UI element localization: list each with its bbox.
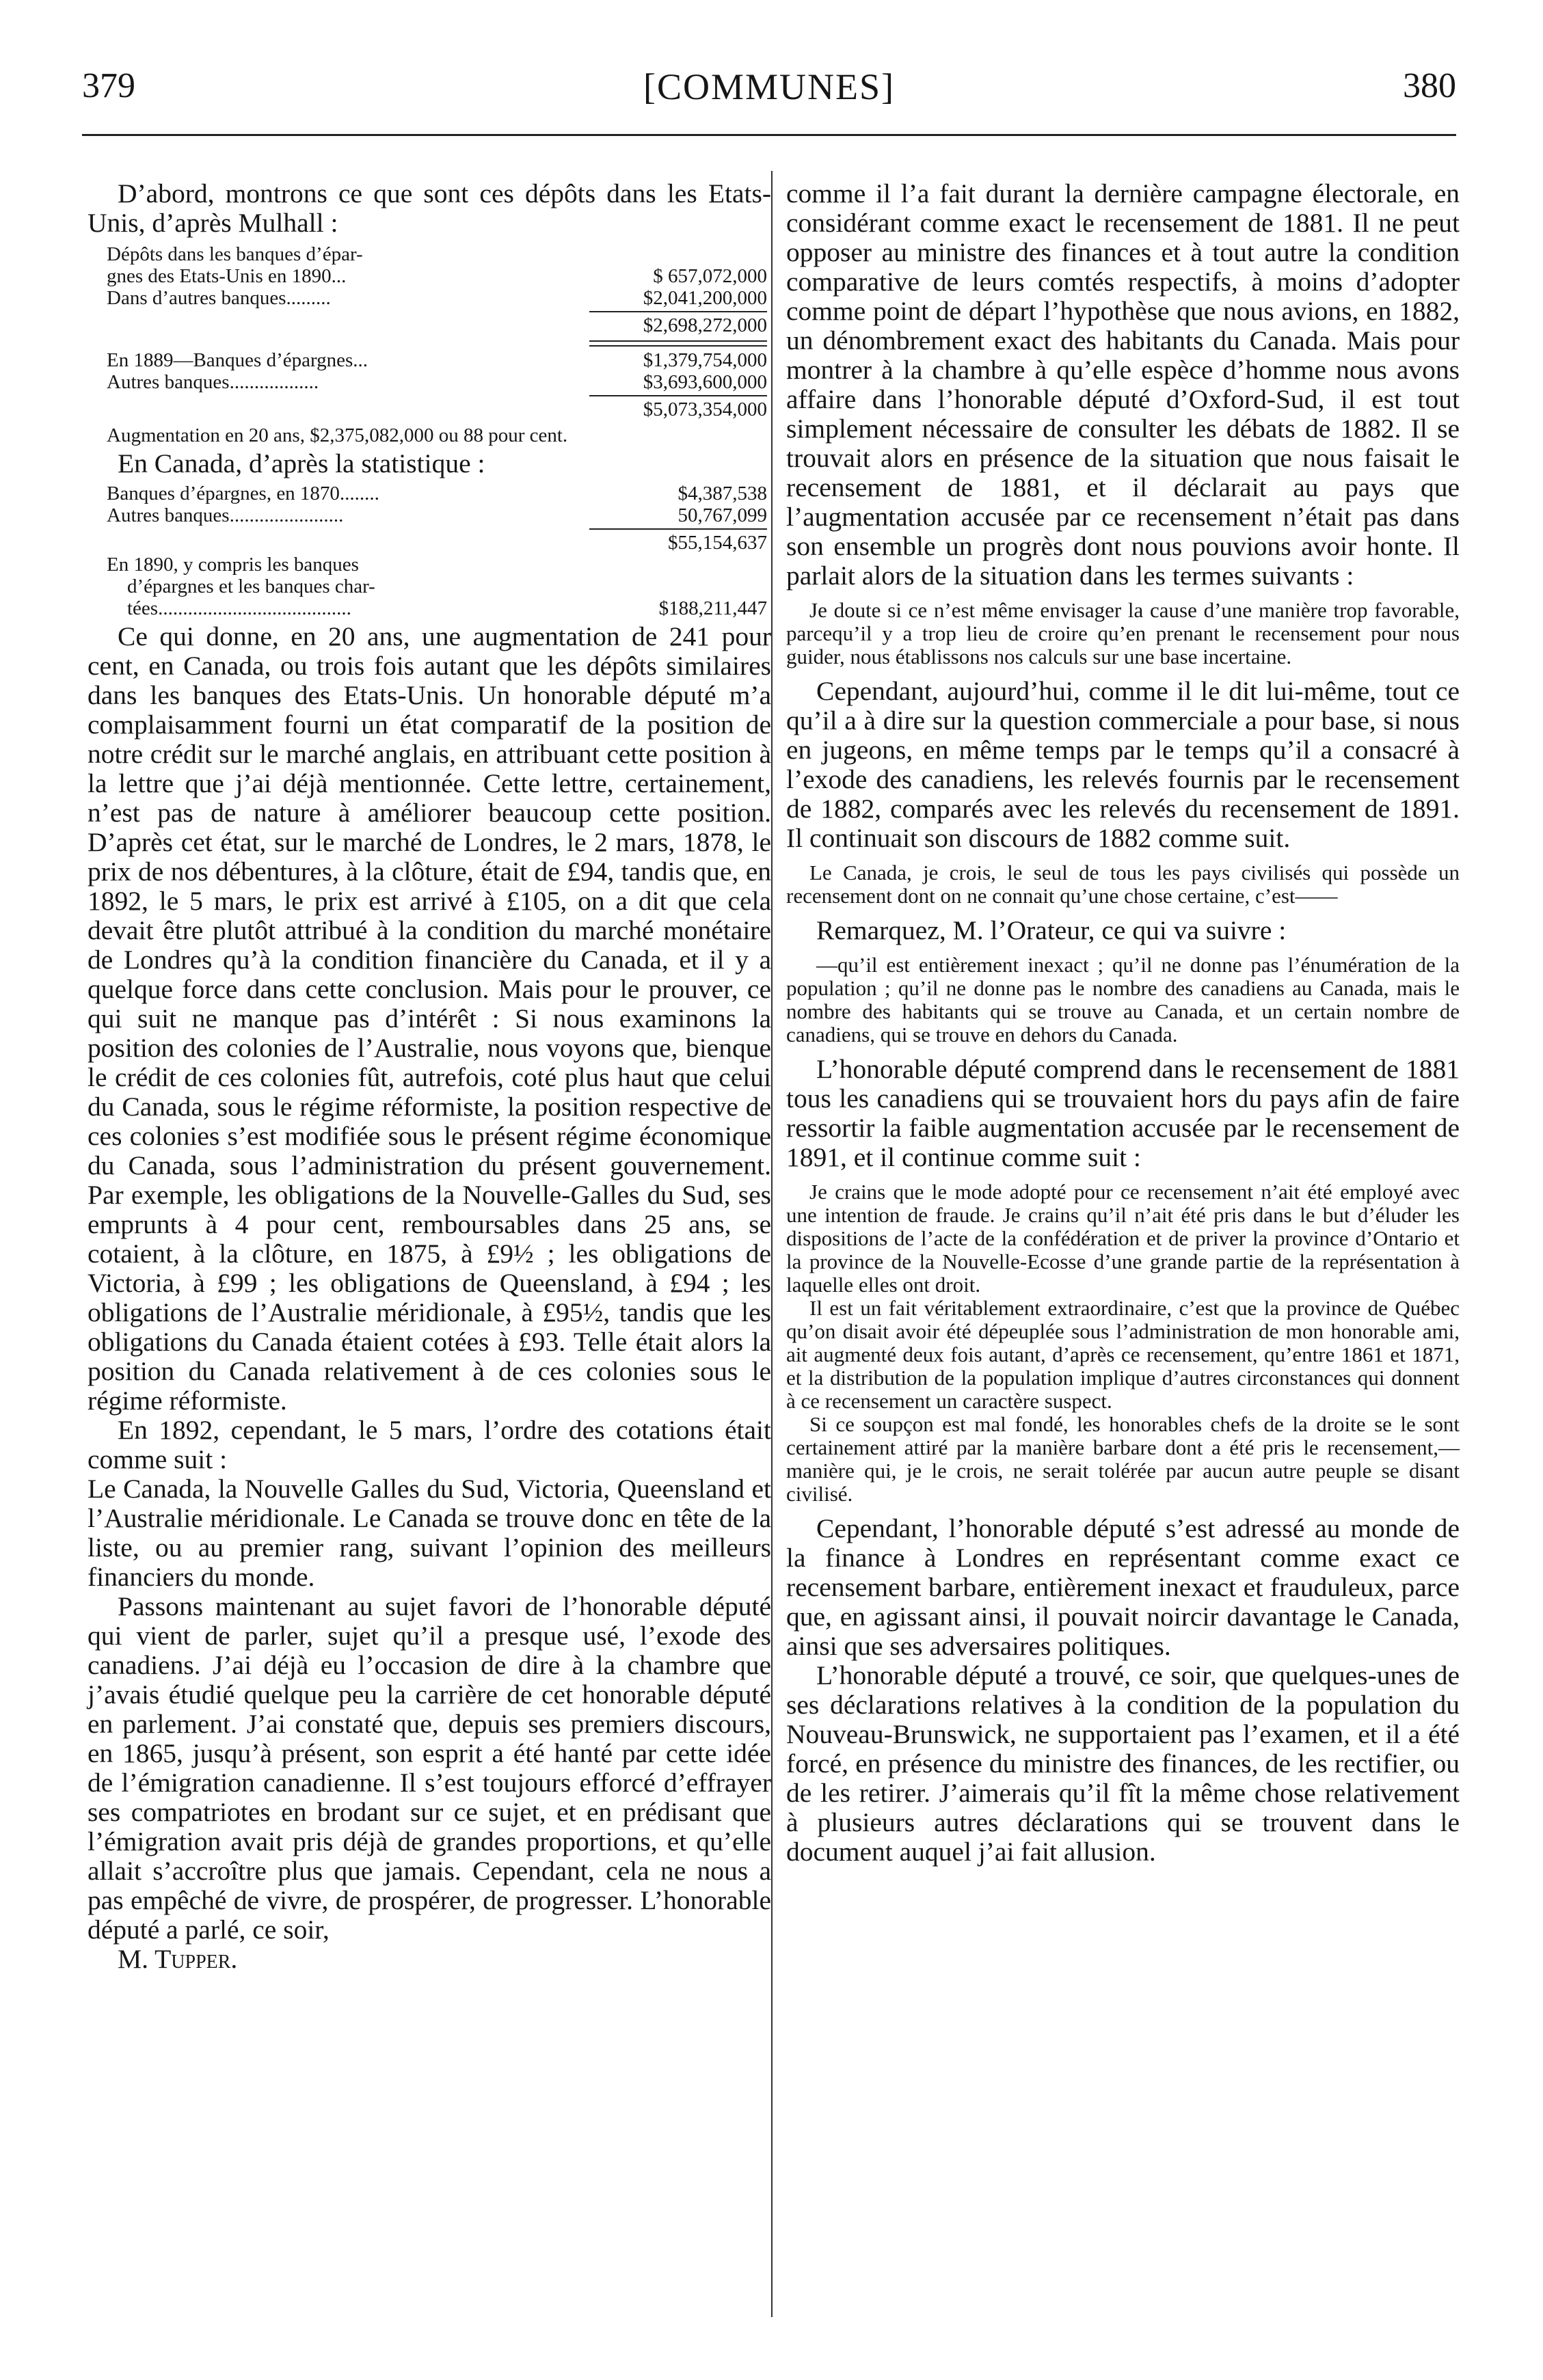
table-total: $55,154,637 [668,532,767,554]
paragraph: Le Canada, la Nouvelle Galles du Sud, Victoria, Queensland et l’Australie méridionale. Le Canada se trouve donc en tête de la liste, ou au premier rang, suivant l’opinion des meilleurs financiers du monde. [88,1474,771,1592]
column-divider [771,171,773,2317]
paragraph: Cependant, aujourd’hui, comme il le dit lui-même, tout ce qu’il a à dire sur la question commerciale a pour base, si nous en jugeons, en même temps par le temps qu’il a consacré à l’exode des canadiens, les relevés fournis par le recensement de 1882, comparés avec les relevés du recensement de 1891. Il continuait son discours de 1882 comme suit. [786,676,1460,853]
sum-rule [589,395,767,396]
table-value: $3,693,600,000 [643,371,767,393]
table-total-row [88,398,771,420]
table-total: $5,073,354,000 [643,398,767,420]
table-row [88,243,771,265]
quote-text: Si ce soupçon est mal fondé, les honorables chefs de la droite se le sont certainement attiré par la manière barbare dont a été pris le recensement,—manière qui, je le crois, ne serait tolérée par aucun autre peuple se disant civilisé. [786,1412,1460,1506]
page-header [82,66,1456,107]
quote-text: —qu’il est entièrement inexact ; qu’il ne donne pas l’énumération de la population ; qu’il ne donne pas le nombre des canadiens au Canada, mais le nombre des habitants qui se trouve au Canada, et un certain nombre de canadiens, qui se trouve en dehors du Canada. [786,953,1460,1046]
paragraph: L’honorable député comprend dans le recensement de 1881 tous les canadiens qui se trouvaient hors du pays afin de faire ressortir la faible augmentation accusée par le recensement de 1891, et il continue comme suit : [786,1054,1460,1172]
table-row [88,483,771,504]
quotation [786,861,1460,908]
paragraph: En 1892, cependant, le 5 mars, l’ordre des cotations était comme suit : [88,1415,771,1474]
double-rule [589,340,767,347]
paragraph: L’honorable député a trouvé, ce soir, que quelques-unes de ses déclarations relatives à la condition de la population du Nouveau-Brunswick, ne supportaient pas l’examen, et il a été forcé, en présence du ministre des finances, de les rectifier, ou de les retirer. J’aimerais qu’il fît la même chose relativement à plusieurs autres déclarations qui se trouvent dans le document auquel j’ai fait allusion. [786,1660,1460,1867]
table-value: $1,379,754,000 [643,349,767,371]
table-label: Dépôts dans les banques d’épar- [107,243,363,265]
table-row [88,504,771,526]
table-row [88,349,771,371]
paragraph: comme il l’a fait durant la dernière campagne électorale, en considérant comme exact le recensement de 1881. Il ne peut opposer au ministre des finances et à tout autre la condition comparative de leurs comtés respectifs, à moins d’adopter comme point de départ l’hypothèse que nous avions, en 1882, un dénombrement exact des habitants du Canada. Mais pour montrer à la chambre à qu’elle espèce d’homme nous avons affaire dans l’honorable député d’Oxford-Sud, il est tout simplement nécessaire de consulter les débats de 1882. Il se trouvait alors en présence de la situation que nous faisait le recensement de 1881, et il déclarait au pays que l’augmentation accusée par ce recensement n’était pas dans son ensemble un progrès dont nous pouvions avoir honte. Il parlait alors de la situation dans les termes suivants : [786,178,1460,591]
table-label: Dans d’autres banques......... [107,287,331,309]
table-total: $2,698,272,000 [643,314,767,336]
header-rule [82,134,1456,136]
paragraph: Ce qui donne, en 20 ans, une augmentation de 241 pour cent, en Canada, ou trois fois autant que les dépôts similaires dans les banques des Etats-Unis. Un honorable député m’a complaisamment fourni un état comparatif de la position de notre crédit sur le marché anglais, en attribuant cette position à la lettre que j’ai déjà mentionnée. Cette lettre, certainement, n’est pas de nature à améliorer beaucoup cette position. D’après cet état, sur le marché de Londres, le 2 mars, 1878, le prix de nos débentures, à la clôture, était de £94, tandis que, en 1892, le 5 mars, le prix est arrivé à £105, on a dit que cela devait être plutôt attribué à la condition du marché monétaire de Londres qu’à la condition financière du Canada, et il y a quelque force dans cette conclusion. Mais pour le prouver, ce qui suit ne manque pas d’intérêt : Si nous examinons la position des colonies de l’Australie, nous voyons que, bienque le crédit de ces colonies fût, autrefois, coté plus haut que celui du Canada, sous le régime réformiste, la position respective de ces colonies s’est modifiée sous le présent régime économique du Canada, sous l’administration du présent gouvernement. Par exemple, les obligations de la Nouvelle-Galles du Sud, ses emprunts à 4 pour cent, remboursables dans 25 ans, se cotaient, à la clôture, en 1875, à £9½ ; les obligations de Victoria, à £99 ; les obligations de Queensland, à £94 ; les obligations de l’Australie méridionale, à £95½, tandis que les obligations du Canada étaient cotées à £93. Telle était alors la position du Canada relativement à de ces colonies sous le régime réformiste. [88,621,771,1416]
quotation [786,954,1460,1046]
statistics-table-us-1889 [88,349,771,446]
table-row [88,287,771,309]
table-row [88,597,771,619]
quote-text: Le Canada, je crois, le seul de tous les pays civilisés qui possède un recensement dont on ne connait qu’une chose certaine, c’est—— [786,861,1460,908]
table-row [88,424,771,446]
paragraph: En Canada, d’après la statistique : [118,448,485,478]
statistics-table-canada [88,483,771,619]
table-value: $4,387,538 [677,483,767,504]
right-column [786,179,1460,1867]
paragraph: Passons maintenant au sujet favori de l’honorable député qui vient de parler, sujet qu’il a presque usé, l’exode des canadiens. J’ai déjà eu l’occasion de dire à la chambre que j’avais étudié quelque peu la carrière de cet honorable député en parlement. J’ai constaté que, depuis ses premiers discours, en 1865, jusqu’à présent, son esprit a été hanté par cette idée de l’émigration canadienne. Il s’est toujours efforcé d’effrayer ses compatriotes en brodant sur ce sujet, et en prédisant que l’émigration avait pris déjà de grandes proportions, et qu’elle allait s’accroître plus que jamais. Cependant, cela ne nous a pas empêché de vivre, de prospérer, de progresser. L’honorable député a parlé, ce soir, [88,1591,771,1945]
table-value: $188,211,447 [658,597,767,619]
table-label: Banques d’épargnes, en 1870........ [107,483,379,504]
paragraph: Cependant, l’honorable député s’est adressé au monde de la finance à Londres en représentant comme exact ce recensement barbare, entièrement inexact et frauduleux, parce que, en agissant ainsi, il pouvait noircir davantage le Canada, ainsi que ses adversaires politiques. [786,1513,1460,1661]
page-number-left: 379 [82,66,135,105]
table-label: En 1890, y compris les banques [107,554,359,576]
table-row [88,576,771,597]
sum-rule [589,528,767,530]
table-row [88,371,771,393]
sum-rule [589,311,767,312]
table-total-row [88,532,771,554]
page-title: [COMMUNES] [643,66,896,107]
table-total-row [88,314,771,336]
table-row [88,265,771,287]
quote-text: Je crains que le mode adopté pour ce recensement n’ait été employé avec une intention de fraude. Je crains qu’il n’ait été pris dans le but d’éluder les dispositions de l’acte de la confédération et de priver la province d’Ontario et la province de la Nouvelle-Ecosse d’une grande partie de la représentation à laquelle elles ont droit. [786,1180,1460,1297]
page-number-right: 380 [1403,66,1456,105]
table-label: En 1889—Banques d’épargnes... [107,349,368,371]
augmentation-note: Augmentation en 20 ans, $2,375,082,000 ou 88 pour cent. [107,424,568,446]
quote-text: Je doute si ce n’est même envisager la cause d’une manière trop favorable, parcequ’il y a trop lieu de croire qu’en prenant le recensement pour nous guider, nous établissons nos calculs sur une base incertaine. [786,598,1460,668]
statistics-table-us-1890 [88,243,771,349]
table-value: 50,767,099 [677,504,767,526]
paragraph: D’abord, montrons ce que sont ces dépôts dans les Etats-Unis, d’après Mulhall : [88,178,771,238]
quote-text: Il est un fait véritablement extraordinaire, c’est que la province de Québec qu’on disait avoir été dépeuplée sous l’administration de mon honorable ami, ait augmenté deux fois autant, d’après ce recensement, qu’entre 1861 et 1871, et la distribution de la population implique d’autres circonstances qui donnent à ce recensement un caractère suspect. [786,1296,1460,1413]
table-label: Autres banques....................... [107,504,344,526]
table-label: gnes des Etats-Unis en 1890... [107,265,347,287]
table-row [88,554,771,576]
quotation [786,1180,1460,1506]
paragraph: Remarquez, M. l’Orateur, ce qui va suivre : [816,915,1287,945]
table-label: Autres banques.................. [107,371,319,393]
table-label: d’épargnes et les banques char- [127,576,375,597]
left-column [88,179,771,1974]
table-label: tées....................................... [127,597,351,619]
quotation [786,599,1460,668]
speaker-attribution: M. Tupper. [118,1944,238,1974]
table-value: $2,041,200,000 [643,287,767,309]
table-value: $ 657,072,000 [653,265,767,287]
